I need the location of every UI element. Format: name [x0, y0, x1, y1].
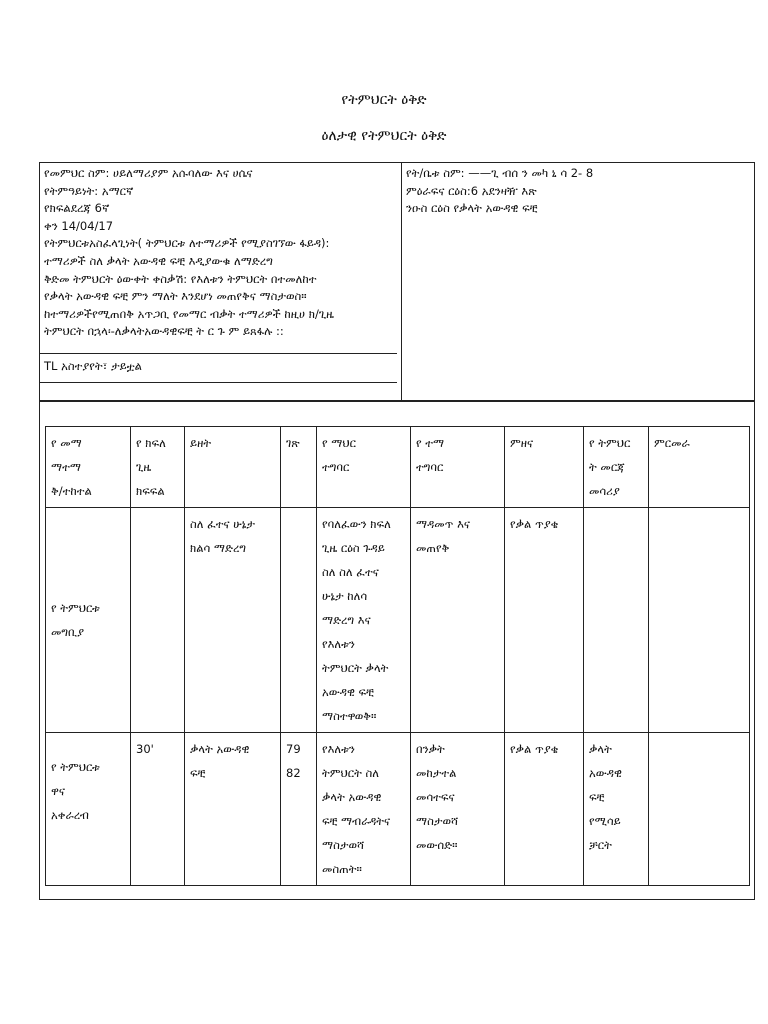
header-cell: የ ትምህር ት መርጃ መሳሪያ — [584, 427, 649, 508]
tl-comment: TL አስተያየት፣ ታይቷል — [44, 359, 142, 373]
lesson-importance-text: ተማሪዎች ስለ ቃላት አውዳዊ ፍቺ እዲያውቁ ለማድረግ — [44, 253, 273, 268]
header-cell: ገጽ — [281, 427, 317, 508]
header-cell: የ መማ ማተማ ቅ/ተከተል — [46, 427, 131, 508]
table-cell: ስለ ፈተና ሁኔታ ክልሳ ማድረግ — [185, 508, 281, 733]
table-row — [46, 733, 750, 886]
table-cell: የባለፈውን ክፍለ ጊዜ ርዕስ ጉዳይ ስለ ስለ ፈተና ሁኔታ ከለሳ ማድረግ እና የእለቱን ትምህርት ቃላት አውዳዊ ፍቺ ማስተዋወቅ። — [317, 508, 411, 733]
table-row — [46, 508, 750, 733]
teacher-name: የመምህር ስም: ሀይለማሪያም አሱባለው እና ሀሴና — [44, 166, 253, 180]
table-cell — [649, 733, 750, 886]
header-cell: ምርመራ — [649, 427, 750, 508]
table-cell: ማዳመጥ እና መጠየቅ — [411, 508, 505, 733]
tl-bottom-rule — [40, 382, 397, 383]
table-cell: የቃል ጥያቄ — [505, 733, 584, 886]
table-header-row — [46, 427, 750, 508]
header-cell: ምዘና — [505, 427, 584, 508]
chapter-title: ምዕራፍና ርዕስ:6 አደንዛዥ እጽ — [406, 183, 537, 198]
expected-outcome-label: ከተማሪዎችየሚጠበቅ አጥጋቢ የመማር ብቃት ተማሪዎች ከዚሀ ክ/ጊዜ — [44, 306, 334, 321]
page-title: የትምህርት ዕቅድ — [341, 92, 427, 108]
prior-knowledge-label: ቅድመ ትምህርት ዕውቀት ቀስቃሽ: የእለቱን ትምህርት በተመለከተ — [44, 271, 317, 286]
subtopic: ንዑስ ርዕስ የቃላት አውዳዊ ፍቺ — [406, 201, 538, 216]
table-cell: የቃል ጥያቄ — [505, 508, 584, 733]
table-cell — [281, 508, 317, 733]
header-cell: የ ተማ ተግባር — [411, 427, 505, 508]
table-cell: 30' — [131, 733, 185, 886]
table-cell: የእለቱን ትምህርት ስለ ቃላት አውዳዊ ፍቺ ማብራዳትና ማስታወሻ መስጠት። — [317, 733, 411, 886]
header-cell: የ ክፍለ ጊዜ ክፍፍል — [131, 427, 185, 508]
header-cell: ይዘት — [185, 427, 281, 508]
lesson-importance-label: የትምህርቱአስፈላጊነት( ትምህርቱ ለተማሪዎች የሚያስገኘው ፋይዳ): — [44, 236, 330, 251]
grade-level: የክፍልደረጃ 6ኛ — [44, 201, 110, 216]
table-cell — [584, 508, 649, 733]
expected-outcome-text: ትምህርት በኋላ፡-ለቃላትአውዳዊፍቺ ት ር ጉ ም ይጸፋሉ :: — [44, 324, 284, 339]
table-cell: ቃላት አውዳዊ ፍቺ የሚሳይ ቻርት — [584, 733, 649, 886]
table-cell: 79 82 — [281, 733, 317, 886]
header-cell: የ ማህር ተግባር — [317, 427, 411, 508]
table-cell — [649, 508, 750, 733]
lesson-header-box — [39, 162, 755, 401]
date: ቀን 14/04/17 — [44, 218, 114, 233]
tl-top-rule — [40, 353, 397, 354]
header-divider — [401, 163, 402, 400]
table-cell — [131, 508, 185, 733]
lesson-table — [45, 426, 750, 886]
prior-knowledge-text: የቃላት አውዳዊ ፍቺ ምን ማለት እንደሆነ መጠየቅና ማስታወስ። — [44, 289, 307, 304]
table-cell: በንቃት መከታተል መሳተፍና ማስታወሻ መውሰድ። — [411, 733, 505, 886]
subject: የትምዓይነት: አማርኛ — [44, 183, 134, 198]
page-subtitle: ዕለታዊ የትምህርት ዕቅድ — [321, 128, 447, 144]
header-left-info — [44, 165, 396, 341]
school-name: የት/ቤቱ ስም: ——ጊ ብሰ ን መካ ኒ ሳ 2- 8 — [406, 166, 594, 180]
table-cell: ቃላት አውዳዊ ፍቺ — [185, 733, 281, 886]
table-cell: የ ትምህርቱ መግቢያ — [46, 508, 131, 733]
table-cell: የ ትምህርቱ ዋና አቀራረብ — [46, 733, 131, 886]
header-right-info — [406, 165, 746, 218]
